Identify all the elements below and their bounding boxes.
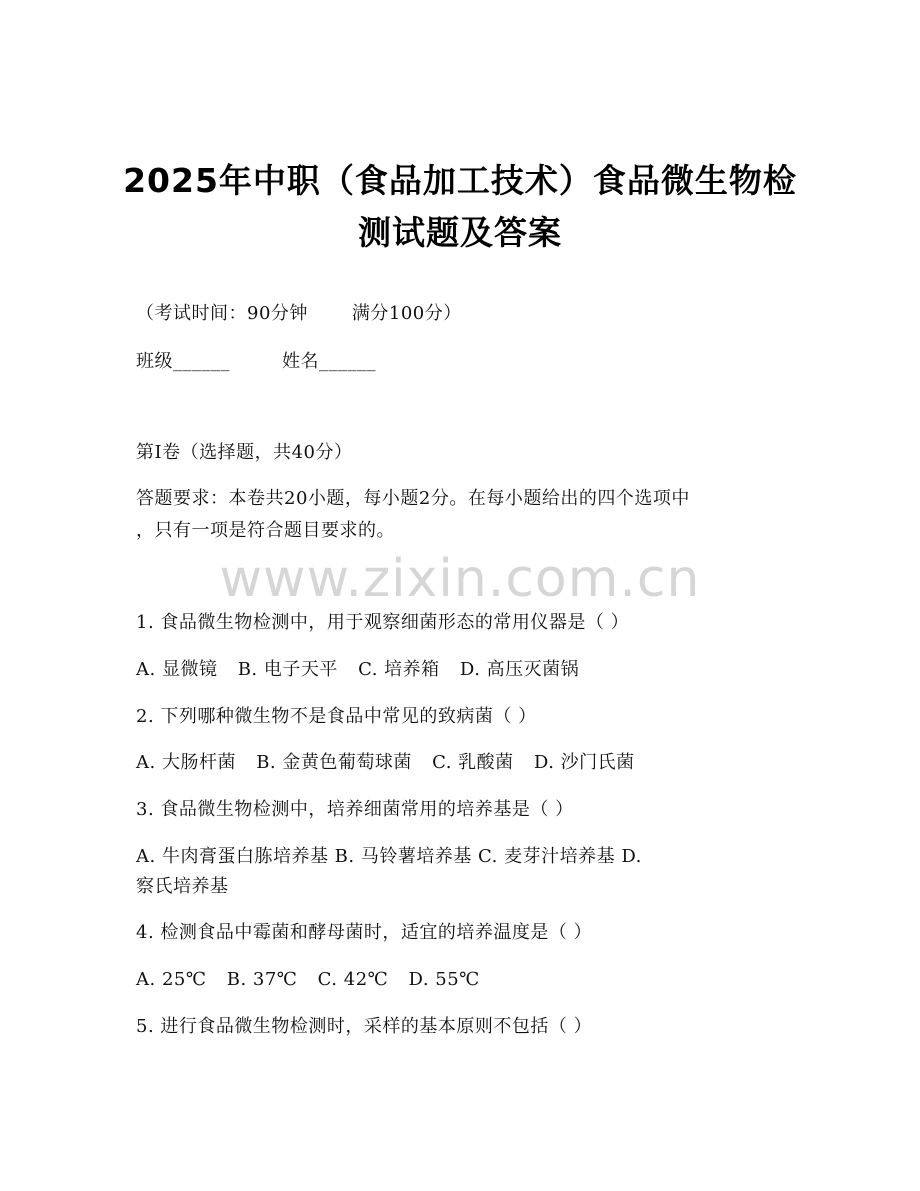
- question-2-stem: 2. 下列哪种微生物不是食品中常见的致病菌（ ）: [136, 706, 537, 727]
- section-instruction-line-2: ，只有一项是符合题目要求的。: [136, 520, 395, 541]
- question-1-option-a: A. 显微镜: [136, 659, 218, 680]
- class-field: 班级______: [136, 351, 230, 372]
- question-4-option-a: A. 25℃: [136, 969, 207, 990]
- question-4-option-c: C. 42℃: [317, 969, 389, 990]
- question-3-options-line-2: 察氏培养基: [136, 876, 229, 897]
- question-3-options-line-1: A. 牛肉膏蛋白胨培养基 B. 马铃薯培养基 C. 麦芽汁培养基 D.: [136, 846, 642, 867]
- section-instruction-line-1: 答题要求：本卷共20小题，每小题2分。在每小题给出的四个选项中: [136, 488, 690, 509]
- question-3-stem: 3. 食品微生物检测中，培养细菌常用的培养基是（ ）: [136, 799, 574, 820]
- question-2-option-c: C. 乳酸菌: [432, 752, 514, 773]
- question-4-option-d: D. 55℃: [408, 969, 480, 990]
- exam-time: （考试时间：90分钟: [136, 303, 308, 324]
- section-heading: 第I卷（选择题，共40分）: [136, 442, 353, 463]
- name-field: 姓名______: [282, 351, 376, 372]
- question-2-option-d: D. 沙门氏菌: [533, 752, 635, 773]
- question-5-stem: 5. 进行食品微生物检测时，采样的基本原则不包括（ ）: [136, 1016, 593, 1037]
- student-fields: [136, 348, 376, 376]
- exam-info: [136, 300, 462, 328]
- exam-score: 满分100分）: [351, 303, 462, 324]
- question-4-option-b: B. 37℃: [226, 969, 298, 990]
- question-4-options: [136, 966, 494, 994]
- question-2-option-a: A. 大肠杆菌: [136, 752, 236, 773]
- document-title-line-1: 2025年中职（食品加工技术）食品微生物检: [123, 161, 797, 200]
- question-1-option-d: D. 高压灭菌锅: [459, 659, 580, 680]
- question-1-stem: 1. 食品微生物检测中，用于观察细菌形态的常用仪器是（ ）: [136, 612, 630, 633]
- question-2-option-b: B. 金黄色葡萄球菌: [256, 752, 412, 773]
- question-1-option-c: C. 培养箱: [358, 659, 440, 680]
- question-4-stem: 4. 检测食品中霉菌和酵母菌时，适宜的培养温度是（ ）: [136, 922, 593, 943]
- question-2-options: [136, 749, 649, 777]
- site-watermark: www.zixin.com.cn: [219, 549, 701, 609]
- document-title-line-2: 测试题及答案: [358, 213, 562, 252]
- question-1-options: [136, 656, 593, 684]
- question-1-option-b: B. 电子天平: [237, 659, 338, 680]
